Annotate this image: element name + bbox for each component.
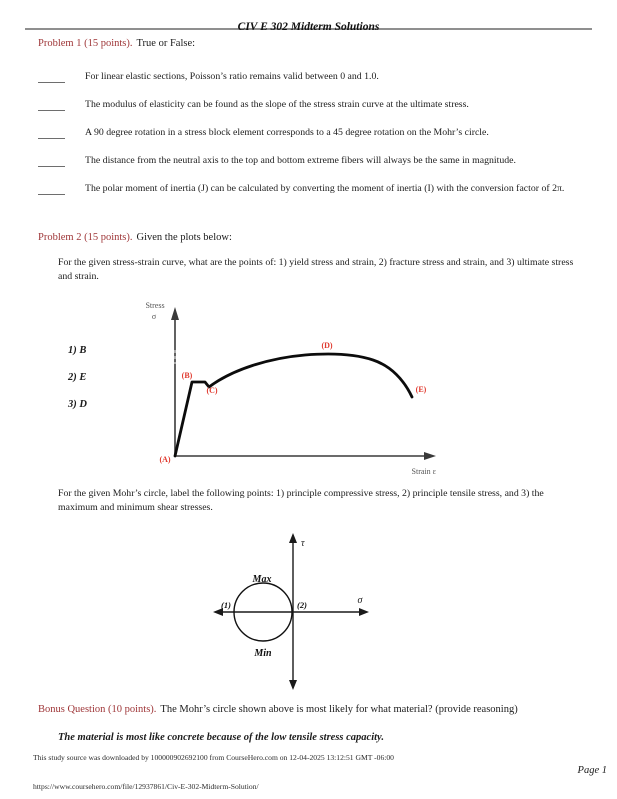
true-false-item [38, 70, 583, 83]
bonus-heading-text: The Mohr’s circle shown above is most likely for what material? (provide reasoning) [160, 704, 518, 715]
bonus-heading [38, 703, 603, 716]
page-title: CIV E 302 Midterm Solutions [237, 21, 380, 33]
y-axis-arrow-icon [171, 307, 179, 320]
statement-text: For linear elastic sections, Poisson’s ratio remains valid between 0 and 1.0. [85, 71, 379, 82]
statement-text: The modulus of elasticity can be found as the slope of the stress strain curve at the ultimate stress. [85, 99, 469, 110]
problem2-heading [38, 231, 598, 244]
true-false-item [38, 182, 583, 195]
true-false-item [38, 126, 583, 139]
stress-strain-plot [55, 298, 445, 483]
tau-axis-up-arrow-icon [289, 533, 297, 543]
point-label-B: (B) [181, 371, 193, 380]
tau-label: τ [301, 538, 305, 549]
mohr-circle-plot [150, 532, 380, 694]
min-label: Min [254, 648, 272, 659]
x-axis-arrow-icon [424, 452, 436, 460]
point-1-label: (1) [221, 600, 231, 610]
true-false-item [38, 98, 583, 111]
mohr-circle-question: For the given Mohr’s circle, label the following points: 1) principle compressive stress, 2) principle tensile stress, and 3) the maximum and minimum shear stresses. [58, 488, 544, 513]
page-number: Page 1 [577, 765, 607, 776]
statement-text: The polar moment of inertia (J) can be calculated by converting the moment of inertia (I) with the conversion factor of 2π. [85, 183, 565, 194]
answer-blank [38, 98, 65, 111]
answer-blank [38, 126, 65, 139]
true-false-list [38, 70, 583, 210]
sigma-axis-right-arrow-icon [359, 608, 369, 616]
handwritten-answer-3: 3) D [68, 399, 87, 410]
stress-strain-curve [175, 354, 412, 456]
point-label-D: (D) [321, 341, 333, 350]
stress-strain-question: For the given stress-strain curve, what are the points of: 1) yield stress and strain, 2) fracture stress and strain, and 3) ultimate stress and strain. [58, 257, 574, 282]
problem1-heading [38, 37, 598, 50]
point-label-A: (A) [159, 455, 171, 464]
true-false-item [38, 154, 583, 167]
stress-axis-label: Stress [145, 301, 165, 310]
problem1-heading-points: Problem 1 (15 points). [38, 38, 133, 49]
statement-text: A 90 degree rotation in a stress block element corresponds to a 45 degree rotation on the Mohr’s circle. [85, 127, 489, 138]
answer-blank [38, 154, 65, 167]
statement-text: The distance from the neutral axis to the top and bottom extreme fibers will always be the same in magnitude. [85, 155, 516, 166]
bonus-answer: The material is most like concrete because of the low tensile stress capacity. [58, 732, 384, 743]
download-note: This study source was downloaded by 100000902692100 from CourseHero.com on 12-04-2025 13:12:51 GMT -06:00 [33, 753, 394, 762]
answer-blank [38, 70, 65, 83]
stress-axis-symbol: σ [151, 312, 157, 321]
handwritten-answer-1: 1) B [68, 345, 87, 356]
source-url: https://www.coursehero.com/file/12937861/Civ-E-302-Midterm-Solution/ [33, 782, 259, 791]
tau-axis-down-arrow-icon [289, 680, 297, 690]
max-label: Max [252, 574, 272, 585]
sigma-label: σ [357, 595, 363, 606]
point-label-E: (E) [415, 385, 427, 394]
point-2-label: (2) [297, 600, 307, 610]
handwritten-answer-2: 2) E [68, 372, 87, 383]
point-label-C: (C) [206, 386, 218, 395]
answer-blank [38, 182, 65, 195]
bonus-heading-points: Bonus Question (10 points). [38, 704, 157, 715]
strain-axis-label: Strain ε [411, 467, 436, 476]
problem2-heading-text: Given the plots below: [136, 232, 232, 243]
problem2-heading-points: Problem 2 (15 points). [38, 232, 133, 243]
problem1-heading-text: True or False: [136, 38, 196, 49]
